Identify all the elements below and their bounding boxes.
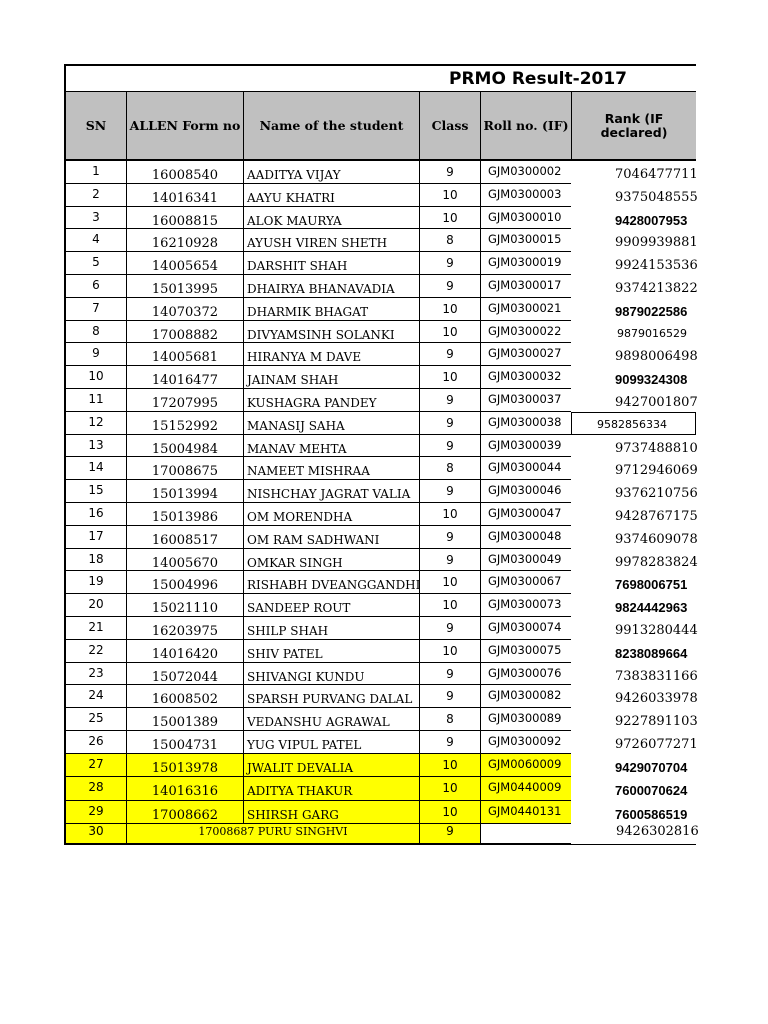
cell-student-name: AYUSH VIREN SHETH [243,229,419,252]
cell-sn: 17 [64,526,126,549]
cell-student-name: MANASIJ SAHA [243,412,419,435]
cell-phone: 9924153536 [615,258,698,274]
table-row [64,435,696,458]
cell-roll-no: GJM0440009 [480,777,571,801]
cell-sn: 2 [64,184,126,207]
table-row [64,457,696,480]
cell-student-name: SHIRSH GARG [243,801,419,825]
table-row [64,731,696,754]
header-student-name: Name of the student [243,91,419,161]
header-rank: Rank (IF declared) [571,91,696,161]
cell-roll-no: GJM0300039 [480,435,571,458]
cell-phone: 7600586519 [615,806,688,822]
cell-roll-no: GJM0300067 [480,571,571,594]
table-row [64,184,696,207]
cell-class: 8 [419,457,480,480]
cell-class: 9 [419,252,480,275]
cell-roll-no: GJM0440131 [480,801,571,825]
table-row [64,777,696,801]
cell-class: 9 [419,824,480,844]
cell-class: 9 [419,731,480,754]
cell-class: 9 [419,480,480,503]
result-sheet [64,64,699,844]
table-row [64,389,696,412]
header-form-no: ALLEN Form no [126,91,243,161]
cell-phone: 7383831166 [615,668,698,684]
cell-sn: 7 [64,298,126,321]
cell-roll-no: GJM0300047 [480,503,571,526]
cell-roll-no: GJM0300089 [480,708,571,731]
cell-sn: 6 [64,275,126,298]
cell-form-no: 15013978 [126,754,243,778]
header-sn: SN [64,91,126,161]
cell-roll-no: GJM0300074 [480,617,571,640]
cell-phone: 9426302816 [616,824,699,840]
table-row [64,321,696,344]
cell-student-name: JWALIT DEVALIA [243,754,419,778]
table-row [64,298,696,321]
cell-roll-no: GJM0300017 [480,275,571,298]
cell-roll-no: GJM0300015 [480,229,571,252]
cell-sn: 1 [64,161,126,184]
cell-class: 9 [419,161,480,184]
cell-phone: 9427001807 [615,395,698,410]
cell-student-name: AADITYA VIJAY [243,161,419,184]
cell-sn: 4 [64,229,126,252]
table-row [64,412,696,435]
cell-form-no: 15013994 [126,480,243,503]
table-row [64,617,696,640]
cell-form-no: 14016316 [126,777,243,801]
cell-sn: 19 [64,571,126,594]
cell-form-no: 16008517 [126,526,243,549]
cell-class: 9 [419,343,480,366]
cell-class: 9 [419,435,480,458]
cell-class: 10 [419,366,480,389]
cell-phone: 9374213822 [615,281,698,296]
cell-phone: 9879016529 [617,326,687,340]
table-row [64,754,696,778]
cell-sn: 29 [64,801,126,825]
cell-form-no: 15004731 [126,731,243,754]
cell-class: 9 [419,412,480,435]
cell-class: 9 [419,549,480,572]
cell-sn: 11 [64,389,126,412]
cell-phone: 9726077271 [615,737,698,752]
cell-student-name: OM MORENDHA [243,503,419,526]
cell-student-name: SHIVANGI KUNDU [243,663,419,686]
cell-form-no: 16008815 [126,207,243,230]
cell-phone: 9582856334 [597,417,667,431]
table-row [64,252,696,275]
cell-roll-no: GJM0300037 [480,389,571,412]
cell-form-no: 16008502 [126,685,243,708]
cell-form-no: 15004996 [126,571,243,594]
cell-class: 10 [419,571,480,594]
cell-student-name: ADITYA THAKUR [243,777,419,801]
cell-sn: 24 [64,685,126,708]
cell-phone: 9824442963 [615,600,688,616]
cell-class: 10 [419,640,480,663]
cell-class: 9 [419,526,480,549]
cell-form-name: 17008687 PURU SINGHVI [198,825,348,839]
cell-class: 9 [419,663,480,686]
cell-form-no: 16008540 [126,161,243,184]
cell-sn: 21 [64,617,126,640]
table-row [64,161,696,184]
cell-roll-no: GJM0300092 [480,731,571,754]
cell-sn: 18 [64,549,126,572]
cell-roll-no: GJM0060009 [480,754,571,778]
table-row [64,526,696,549]
cell-student-name: OMKAR SINGH [243,549,419,572]
cell-sn: 28 [64,777,126,801]
cell-class: 10 [419,503,480,526]
cell-student-name: HIRANYA M DAVE [243,343,419,366]
cell-phone: 9712946069 [615,463,698,479]
cell-roll-no: GJM0300049 [480,549,571,572]
cell-phone: 9426033978 [615,691,698,707]
cell-form-no: 14016477 [126,366,243,389]
cell-sn: 20 [64,594,126,617]
table-row [64,571,696,594]
cell-form-no: 17008662 [126,801,243,825]
cell-class: 10 [419,801,480,825]
rank-cell-box [571,412,696,435]
cell-sn: 13 [64,435,126,458]
table-row [64,480,696,503]
table-row [64,343,696,366]
cell-phone: 9879022586 [615,303,688,319]
table-row [64,549,696,572]
cell-student-name: YUG VIPUL PATEL [243,731,419,754]
cell-student-name: JAINAM SHAH [243,366,419,389]
cell-roll-no: GJM0300048 [480,526,571,549]
cell-sn: 23 [64,663,126,686]
cell-roll-no: GJM0300021 [480,298,571,321]
cell-sn: 3 [64,207,126,230]
cell-student-name: SANDEEP ROUT [243,594,419,617]
cell-phone: 9099324308 [615,372,688,388]
cell-roll-no: GJM0300073 [480,594,571,617]
table-row [64,663,696,686]
cell-student-name: RISHABH DVEANGGANDHI [243,571,419,594]
cell-form-no: 15013986 [126,503,243,526]
cell-class: 10 [419,754,480,778]
table-row [64,594,696,617]
table-row [64,708,696,731]
cell-form-no: 14016420 [126,640,243,663]
cell-class: 10 [419,298,480,321]
cell-student-name: SHILP SHAH [243,617,419,640]
sheet-title: PRMO Result-2017 [449,69,628,89]
cell-sn: 15 [64,480,126,503]
header-roll-no: Roll no. (IF) [480,91,571,161]
cell-form-no: 14070372 [126,298,243,321]
cell-phone: 9898006498 [615,349,698,365]
cell-roll-no [480,824,571,844]
cell-roll-no: GJM0300022 [480,321,571,344]
table-row [64,503,696,526]
cell-form-no: 15004984 [126,435,243,458]
cell-form-no: 14005654 [126,252,243,275]
title-row [64,64,696,91]
cell-roll-no: GJM0300046 [480,480,571,503]
table-row [64,275,696,298]
cell-phone: 9737488810 [615,440,698,456]
cell-phone: 9978283824 [615,554,698,570]
cell-phone: 7600070624 [615,783,688,799]
cell-student-name: KUSHAGRA PANDEY [243,389,419,412]
cell-form-no: 15001389 [126,708,243,731]
cell-roll-no: GJM0300010 [480,207,571,230]
table-row [64,229,696,252]
cell-sn: 30 [64,824,126,844]
cell-sn: 16 [64,503,126,526]
cell-form-no: 14005670 [126,549,243,572]
cell-phone: 7698006751 [615,577,688,593]
cell-phone: 7046477711 [615,167,698,182]
cell-roll-no: GJM0300002 [480,161,571,184]
cell-student-name: AAYU KHATRI [243,184,419,207]
cell-form-no: 15072044 [126,663,243,686]
cell-roll-no: GJM0300044 [480,457,571,480]
cell-student-name: VEDANSHU AGRAWAL [243,708,419,731]
table-row [64,366,696,389]
cell-form-no: 15013995 [126,275,243,298]
cell-class: 9 [419,685,480,708]
cell-class: 9 [419,389,480,412]
cell-phone: 9428767175 [615,509,698,524]
table-row [64,640,696,663]
cell-form-no: 16203975 [126,617,243,640]
cell-student-name: DARSHIT SHAH [243,252,419,275]
cell-student-name: OM RAM SADHWANI [243,526,419,549]
cell-class: 10 [419,207,480,230]
cell-roll-no: GJM0300019 [480,252,571,275]
table-row [64,801,696,825]
cell-student-name: ALOK MAURYA [243,207,419,230]
cell-phone: 9429070704 [615,759,688,775]
cell-student-name: NAMEET MISHRAA [243,457,419,480]
cell-roll-no: GJM0300075 [480,640,571,663]
cell-sn: 9 [64,343,126,366]
header-row [64,91,696,161]
table-row [64,685,696,708]
cell-phone: 9913280444 [615,623,698,638]
cell-form-no: 16210928 [126,229,243,252]
cell-phone: 9376210756 [615,486,698,502]
cell-form-no: 14016341 [126,184,243,207]
cell-student-name: SHIV PATEL [243,640,419,663]
cell-form-no: 15021110 [126,594,243,617]
cell-student-name: DIVYAMSINH SOLANKI [243,321,419,344]
cell-phone: 9374609078 [615,531,698,547]
cell-form-no: 14005681 [126,343,243,366]
header-class: Class [419,91,480,161]
cell-student-name: DHAIRYA BHANAVADIA [243,275,419,298]
cell-class: 9 [419,617,480,640]
cell-class: 8 [419,708,480,731]
cell-form-no: 17207995 [126,389,243,412]
cell-roll-no: GJM0300076 [480,663,571,686]
cell-form-no: 15152992 [126,412,243,435]
cell-roll-no: GJM0300038 [480,412,571,435]
cell-sn: 10 [64,366,126,389]
cell-class: 8 [419,229,480,252]
cell-sn: 14 [64,457,126,480]
cell-student-name: MANAV MEHTA [243,435,419,458]
table-row [64,824,699,845]
cell-phone: 9375048555 [615,189,698,205]
cell-class: 10 [419,594,480,617]
cell-student-name: DHARMIK BHAGAT [243,298,419,321]
cell-class: 10 [419,184,480,207]
cell-phone: 9227891103 [615,714,698,730]
cell-phone: 9909939881 [615,235,698,251]
cell-student-name: NISHCHAY JAGRAT VALIA [243,480,419,503]
cell-form-no: 17008675 [126,457,243,480]
cell-sn: 12 [64,412,126,435]
cell-class: 10 [419,777,480,801]
cell-phone: 9428007953 [615,212,688,228]
cell-class: 10 [419,321,480,344]
cell-sn: 27 [64,754,126,778]
table-row [64,207,696,230]
cell-roll-no: GJM0300027 [480,343,571,366]
cell-form-no: 17008882 [126,321,243,344]
cell-phone: 8238089664 [615,645,688,661]
cell-roll-no: GJM0300082 [480,685,571,708]
cell-roll-no: GJM0300032 [480,366,571,389]
cell-sn: 25 [64,708,126,731]
cell-roll-no: GJM0300003 [480,184,571,207]
cell-sn: 8 [64,321,126,344]
cell-student-name: SPARSH PURVANG DALAL [243,685,419,708]
cell-sn: 5 [64,252,126,275]
cell-sn: 26 [64,731,126,754]
cell-class: 9 [419,275,480,298]
cell-sn: 22 [64,640,126,663]
